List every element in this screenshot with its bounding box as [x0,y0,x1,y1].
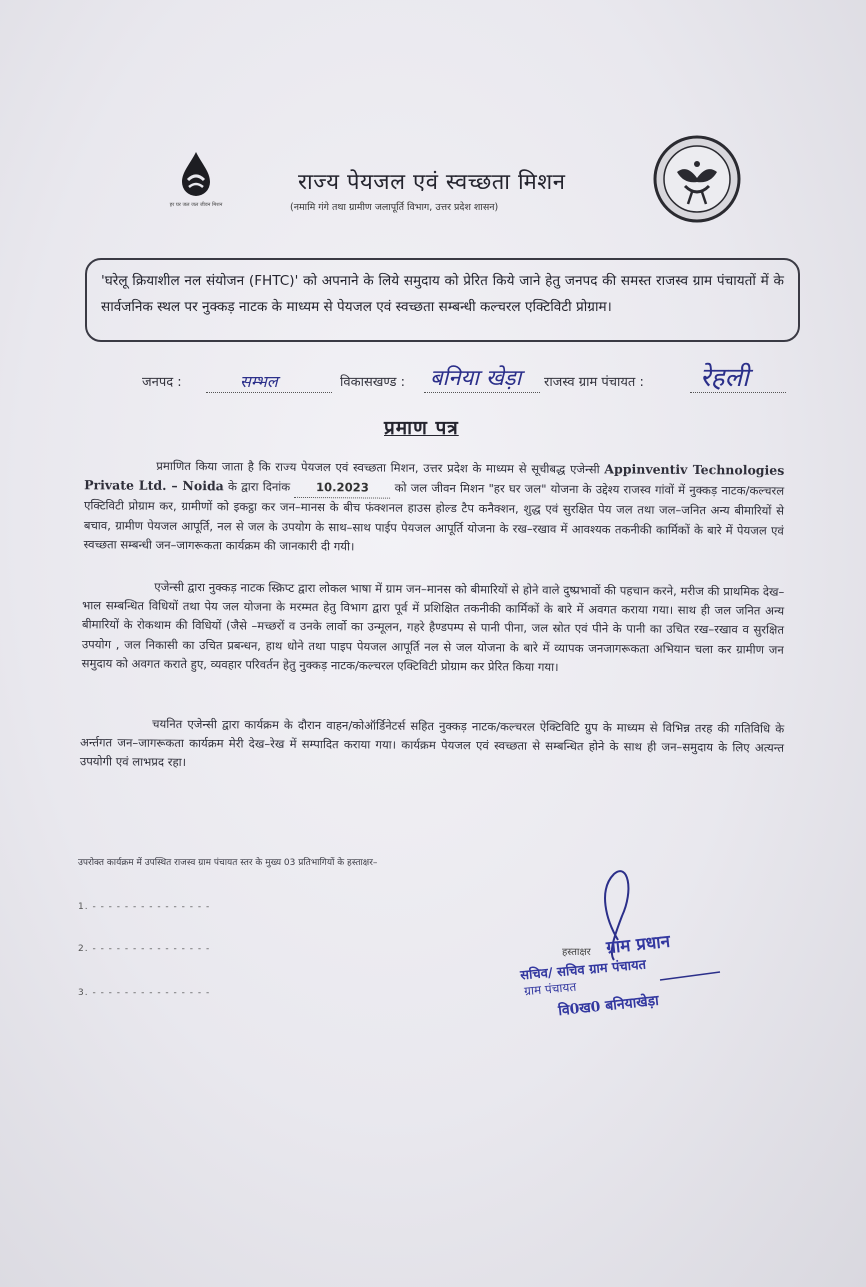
mission-subtitle: (नमामि गंगे तथा ग्रामीण जलापूर्ति विभाग, उत्तर प्रदेश शासन) [290,202,499,213]
certificate-paragraph-1 [84,455,785,560]
para1-date-label: के द्वारा दिनांक [227,479,291,495]
panchayat-label: राजस्व ग्राम पंचायत : [544,375,644,390]
agency-name: Appinventiv Technologies Private Ltd. – Noida [84,461,785,494]
stamp-gram-pradhan: ग्राम प्रधान [605,931,672,959]
block-label: विकासखण्ड : [340,375,406,390]
official-stamp-signature [510,860,750,1020]
certificate-paragraph-3: चयनित एजेन्सी द्वारा कार्यक्रम के दौरान वाहन/कोऑर्डिनेटर्स सहित नुक्कड़ नाटक/कल्चरल ऐक्टिविटि ग्रुप के माध्यम से विभिन्न तरह की गतिविधि के अर्न्तगत जन–जागरूकता कार्यक्रम मेरी देख–रेख में सम्पादित कराया गया। कार्यक्रम पेयजल एवं स्वच्छता से सम्बन्धित होने के साथ ही जन–समुदाय के लिए अत्यन्त उपयोगी एवं लाभप्रद रहा। [79,716,785,770]
certificate-title: प्रमाण पत्र [384,417,459,439]
program-description-box: 'घरेलू क्रियाशील नल संयोजन (FHTC)' को अपनाने के लिये समुदाय को प्रेरित किये जाने हेतु जनपद की समस्त राजस्व ग्राम पंचायतों में के सार्वजनिक स्थल पर नुक्कड़ नाटक के माध्यम से पेयजल एवं स्वच्छता सम्बन्धी कल्चरल एक्टिविटी प्रोग्राम। [85,258,800,342]
panchayat-value: रेहली [700,363,749,393]
up-government-seal-icon [652,134,742,224]
stamp-secretary: सचिव/ सचिव ग्राम पंचायत [519,957,647,984]
block-value: बनिया खेड़ा [430,366,522,391]
para1-body: को जल जीवन मिशन "हर घर जल" योजना के उद्देश्य राजस्व गांवों में नुक्कड़ नाटक/कल्चरल एक्टिविटी प्रोग्राम कर, ग्रामीणों को इकट्ठा कर जन–मानस के बीच फंक्शनल हाउस होल्ड टैप कनैक्शन, शुद्ध एवं सुरक्षित पेय जल तथा जल–जनित अन्य बीमारियों से बचाव, ग्रामीण पेयजल आपूर्ति, नल से जल के उपयोग के साथ–साथ पाईप पेयजल आपूर्ति योजना के रख–रखाव में आवश्यक तकनीकी कार्मिकों के बारे में पेयजल एवं स्वच्छता सम्बन्धी जन–जागरूकता कार्यक्रम की जानकारी दी गयी। [83,480,785,554]
block-fill-line [424,392,540,393]
signature-line-3: 3. - - - - - - - - - - - - - - - [78,988,211,998]
stamp-signature-label: हस्ताक्षर [562,947,591,958]
signature-line-1: 1. - - - - - - - - - - - - - - - [78,902,211,912]
jal-jeevan-mission-logo [160,150,232,230]
stamp-gram-panchayat: ग्राम पंचायत [523,979,577,999]
para1-intro: प्रमाणित किया जाता है कि राज्य पेयजल एवं स्वच्छता मिशन, उत्तर प्रदेश के माध्यम से सूचीबद्ध एजेन्सी [156,458,600,477]
logo-tagline: हर घर जल जल जीवन मिशन [169,202,223,208]
participant-signature-note: उपरोक्त कार्यक्रम में उपस्थित राजस्व ग्राम पंचायत स्तर के मुख्य 03 प्रतिभागियों के हस्ताक्षर– [78,858,378,868]
district-label: जनपद : [142,375,182,390]
district-value: सम्भल [240,372,278,391]
certificate-paragraph-2: एजेन्सी द्वारा नुक्कड़ नाटक स्क्रिप्ट द्वारा लोकल भाषा में ग्राम जन–मानस को बीमारियों से होने वाले दुष्प्रभावों की पहचान करने, मरीज की प्राथमिक देख–भाल सम्बन्धित विधियों तथा पेय जल योजना के मरम्मत हेतु विभाग द्वारा पूर्व में प्रशिक्षित तकनीकी कार्मिकों के बारे में अवगत कराया गया। साथ ही जल जनित अन्य बीमारियों के रोकथाम की विधियों (जैसे –मच्छरों व उनके लार्वो का उन्मूलन, गहरे हैण्डपम्प से पानी पीना, जल स्रोत एवं पीने के पानी का उचित रख–रखाव व सुरक्षित उपयोग , जल निकासी का उचित प्रबन्धन, हाथ धोने तथा पाइप पेयजल आपूर्ति नल से जल योजना के बारे में व्यापक जनजागरूकता अभियान चला कर ग्रामीण जन समुदाय को अवगत कराते हुए, व्यवहार परिवर्तन हेतु नुक्कड़ नाटक/कल्चरल एक्टिविटी प्रोग्राम कर प्रेरित किया गया। [81,579,785,674]
mission-title: राज्य पेयजल एवं स्वच्छता मिशन [298,170,566,195]
signature-line-2: 2. - - - - - - - - - - - - - - - [78,944,211,954]
program-date: 10.2023 [294,478,390,499]
district-fill-line [206,392,332,393]
water-drop-icon [178,150,214,200]
stamp-block-office: वि0ख0 बनियाखेड़ा [557,992,660,1020]
